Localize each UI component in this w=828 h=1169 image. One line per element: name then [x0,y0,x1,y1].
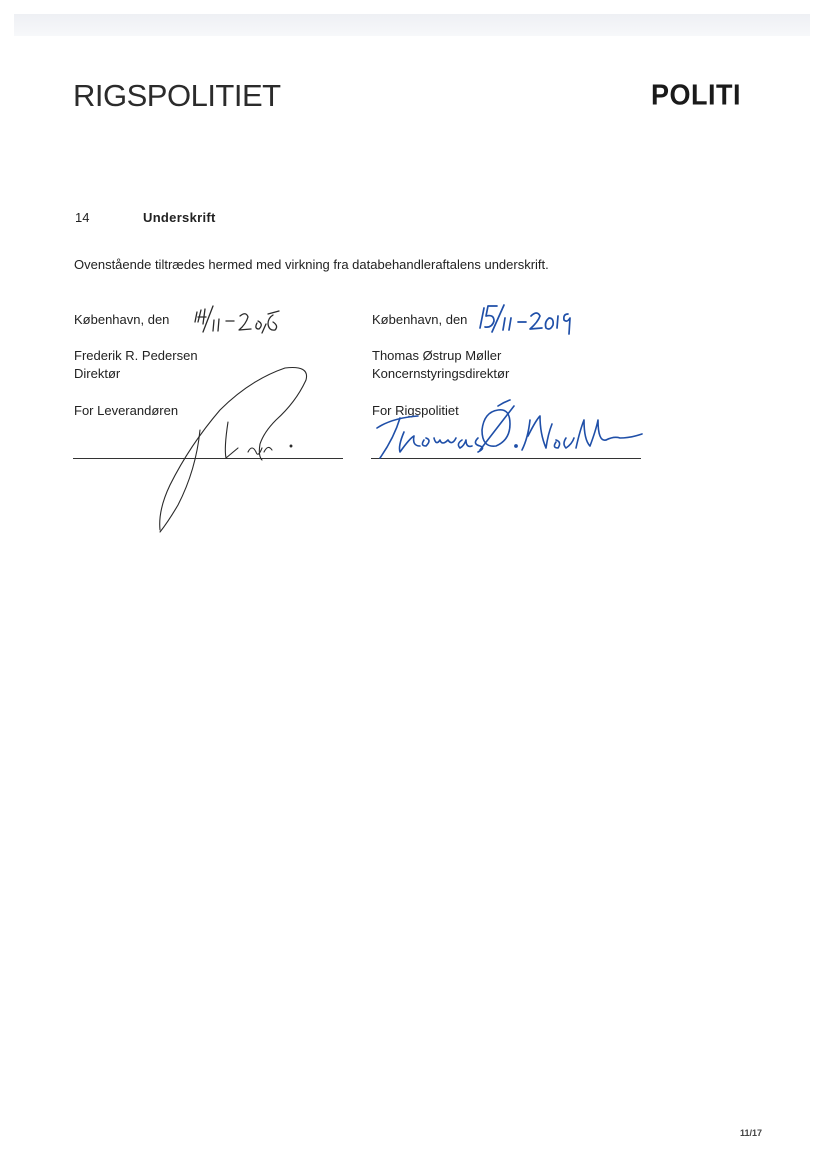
right-signature-line [371,458,641,459]
left-signature-line [73,458,343,459]
right-place-date-label: København, den [372,312,468,327]
politi-logo: POLITI [651,79,741,111]
left-on-behalf-of: For Leverandøren [74,403,179,418]
left-handwritten-date [195,306,279,333]
scan-artifact-band [14,14,810,36]
right-signatory-name: Thomas Østrup Møller [372,348,502,363]
section-title: Underskrift [143,210,216,225]
section-number: 14 [75,210,90,225]
right-on-behalf-of: For Rigspolitiet [372,403,459,418]
left-signatory-title: Direktør [74,366,121,381]
right-signatory-title: Koncernstyringsdirektør [372,366,510,381]
left-signatory-name: Frederik R. Pedersen [74,348,198,363]
left-signature [160,368,307,533]
right-handwritten-date [480,305,570,334]
organization-name: RIGSPOLITIET [73,78,281,113]
left-place-date-label: København, den [74,312,170,327]
intro-paragraph: Ovenstående tiltrædes hermed med virkning fra databehandleraftalens underskrift. [74,257,549,272]
page-number: 11/17 [739,1128,762,1138]
